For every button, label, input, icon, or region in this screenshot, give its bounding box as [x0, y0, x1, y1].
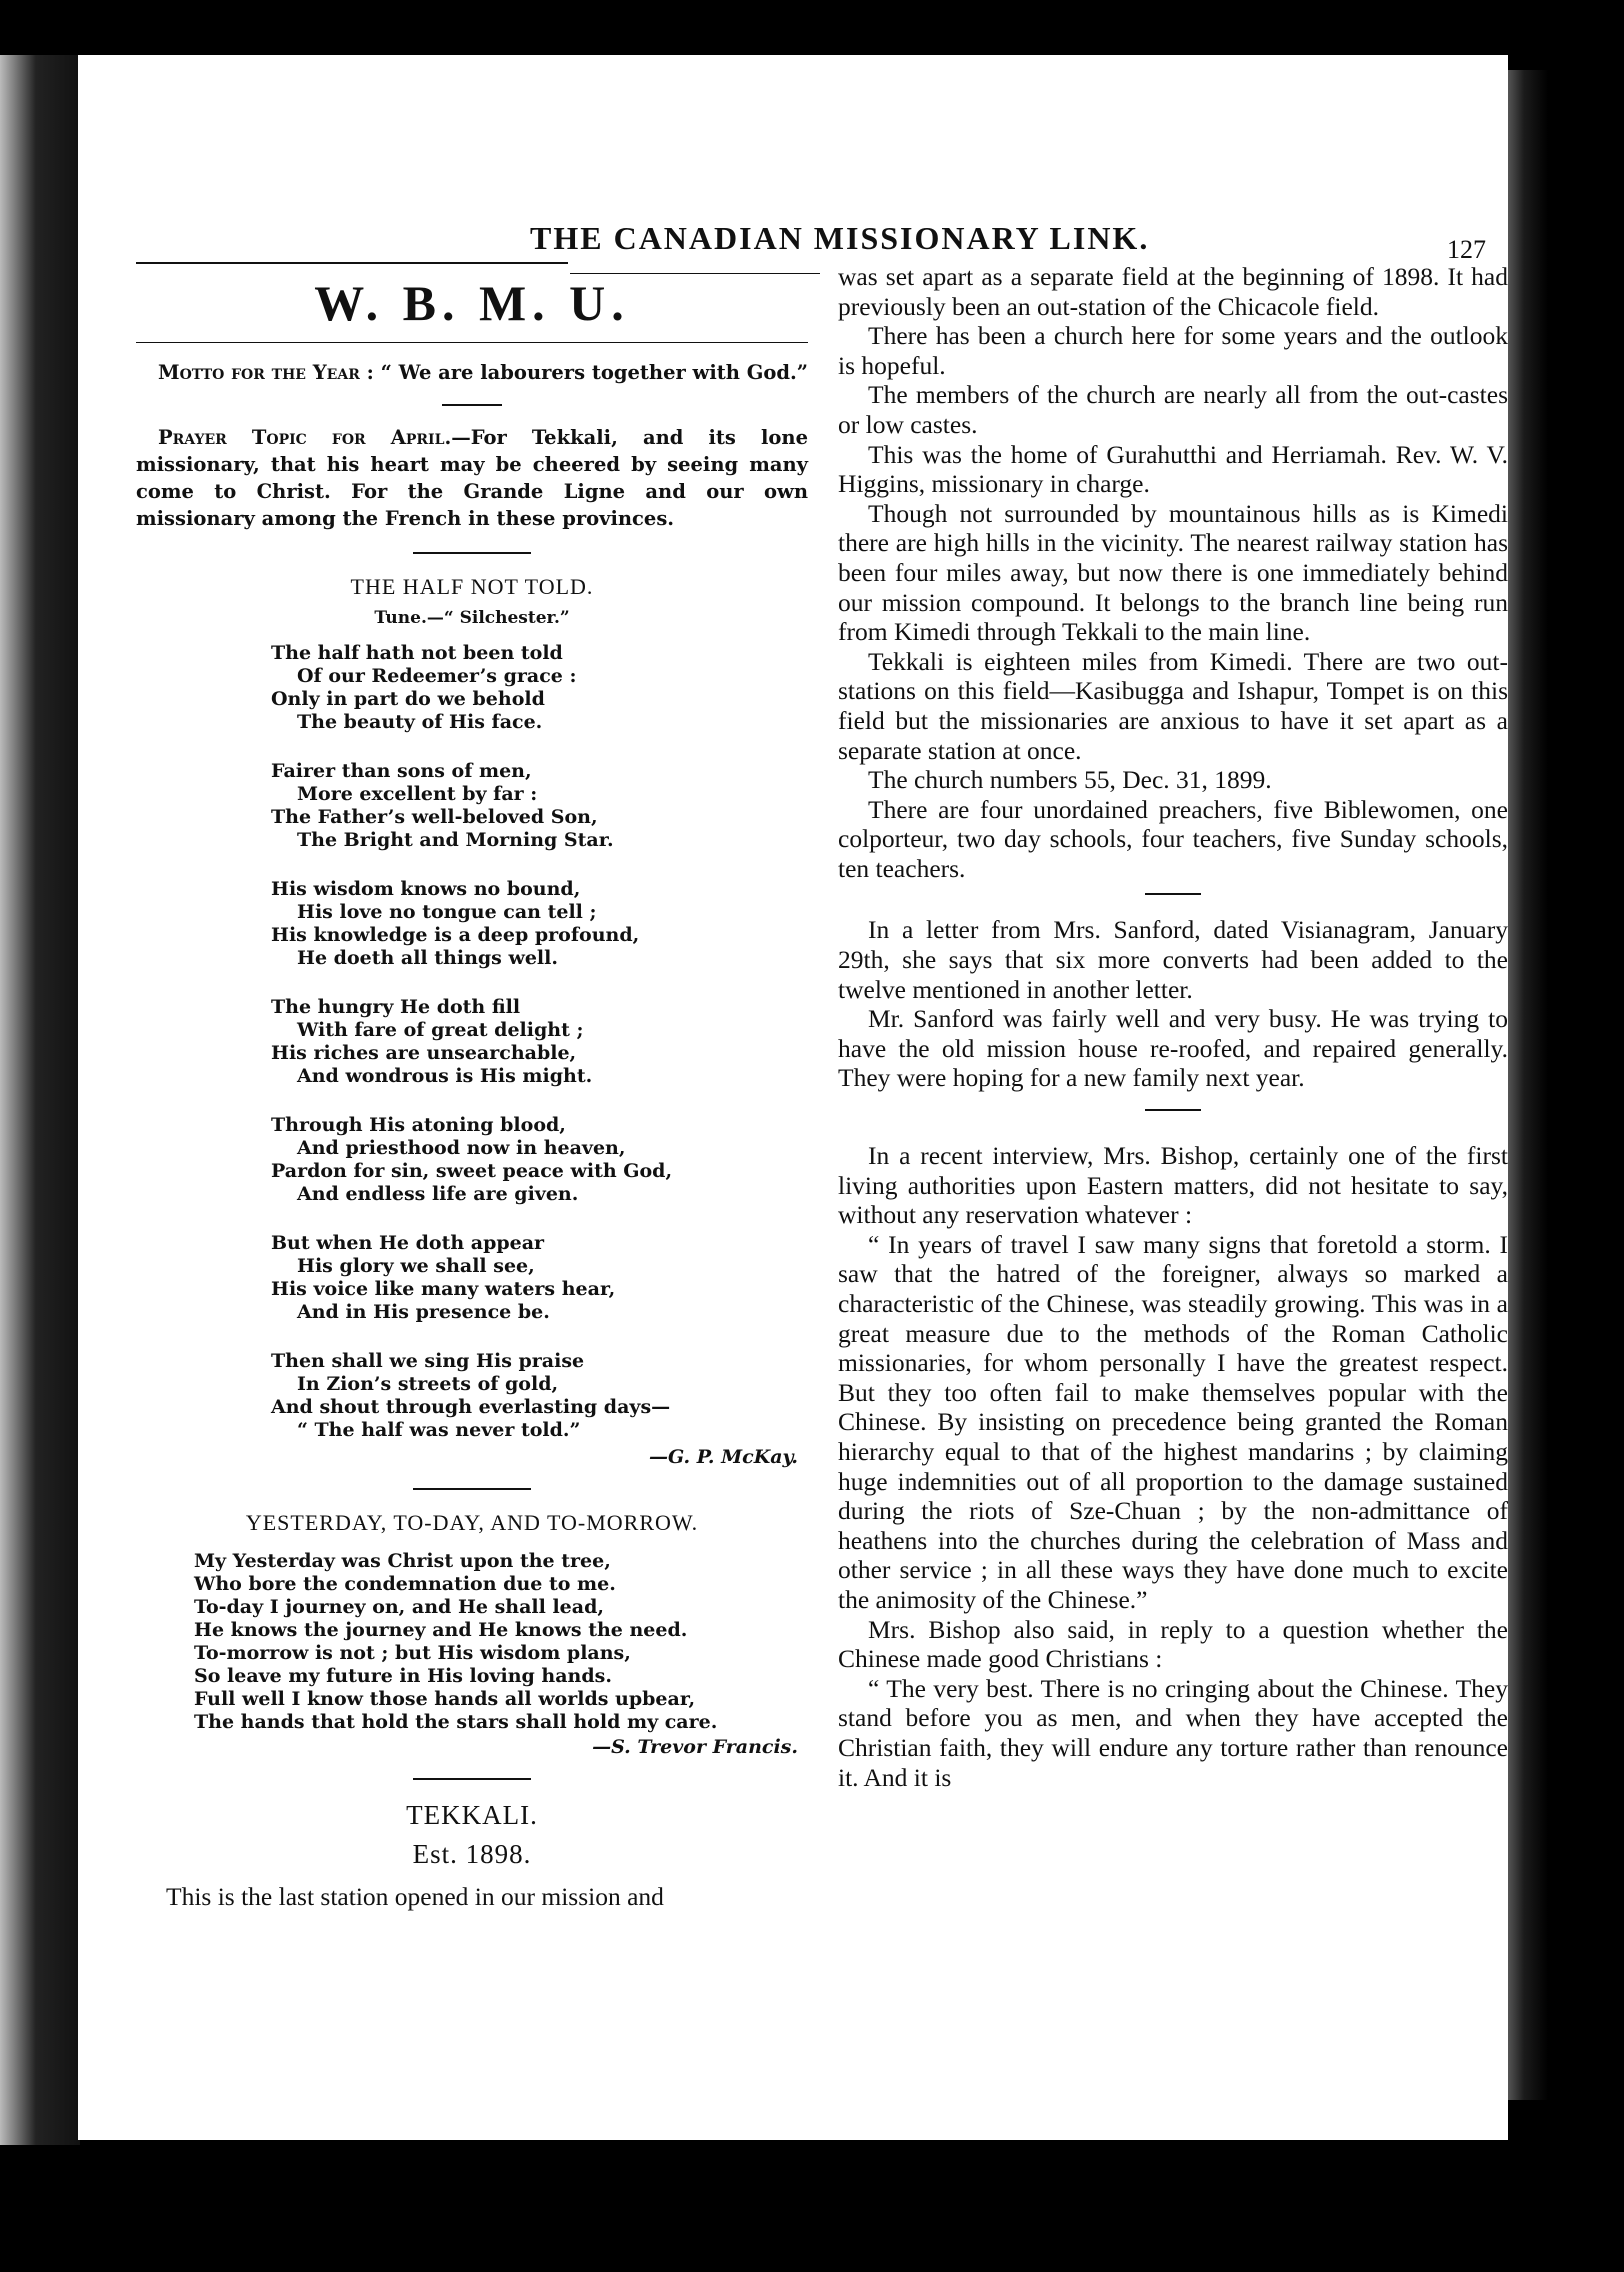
- body-paragraph: In a letter from Mrs. Sanford, dated Visianagram, January 29th, she says that six more converts had been added to the twelve mentioned in another letter.: [838, 915, 1508, 1004]
- left-page-edge: [0, 55, 80, 2145]
- body-paragraph: The members of the church are nearly all from the out-castes or low castes.: [838, 380, 1508, 439]
- body-paragraph: Though not surrounded by mountainous hills as is Kimedi there are high hills in the vicinity. The nearest railway station has been four miles away, but now there is one immediately behind our mission compound. It belongs to the branch line being run from Kimedi through Tekkali to the main line.: [838, 498, 1508, 647]
- poem-line: The half hath not been told: [271, 642, 563, 664]
- poem-line: Then shall we sing His praise: [271, 1350, 585, 1372]
- poem-author: —S. Trevor Francis.: [592, 1736, 798, 1758]
- right-column: [838, 262, 1508, 1792]
- poem-line: Only in part do we behold: [271, 688, 545, 710]
- left-column: [136, 262, 808, 1912]
- poem-line: Fairer than sons of men,: [271, 760, 532, 782]
- body-paragraph: was set apart as a separate field at the beginning of 1898. It had previously been an out-station of the Chicacole field.: [838, 262, 1508, 321]
- prayer-text: —For Tekkali, and its lone missionary, that his heart may be cheered by seeing many come to Christ. For the Grande Ligne and our own missionary among the French in these provinces.: [136, 426, 809, 530]
- prayer-paragraph: [136, 424, 808, 532]
- divider: [1145, 893, 1201, 895]
- poem-stanza: [271, 760, 808, 852]
- poem-line: In Zion’s streets of gold,: [297, 1373, 559, 1395]
- poem-line: The hungry He doth fill: [271, 996, 521, 1018]
- poem-line: The Bright and Morning Star.: [297, 829, 614, 851]
- poem-stanza: [271, 1232, 808, 1324]
- poem-line: Through His atoning blood,: [271, 1114, 566, 1136]
- divider: [413, 552, 531, 554]
- poem-body: [271, 642, 808, 1442]
- article-tekkali-continued: [838, 262, 1508, 883]
- poem-line: More excellent by far :: [297, 783, 538, 805]
- body-paragraph: “ In years of travel I saw many signs that foretold a storm. I saw that the hatred of the foreigner, always so marked a characteristic of the Chinese, was steadily growing. This was in a great measure due to the methods of the Roman Catholic missionaries, for whom personally I have the greatest respect. But they too often fail to make themselves popular with the Chinese. By insisting on precedence being granted the Roman hierarchy equal to that of the highest mandarins ; by claiming huge indemnities out of all proportion to the damage sustained during the riots of Sze-Chuan ; by the non-admittance of heathens into the churches during the celebration of Mass and other service ; in all these ways they have done much to excite the animosity of the Chinese.”: [838, 1229, 1508, 1614]
- poem-line: And priesthood now in heaven,: [297, 1137, 626, 1159]
- poem-stanza: [271, 642, 808, 734]
- poem-line: Who bore the condemnation due to me.: [194, 1573, 616, 1595]
- poem-line: To-morrow is not ; but His wisdom plans,: [194, 1642, 631, 1664]
- body-paragraph: Mr. Sanford was fairly well and very busy. He was trying to have the old mission house re-roofed, and repaired generally. They were hoping for a new family next year.: [838, 1004, 1508, 1093]
- page-number: 127: [1447, 235, 1486, 264]
- poem-line: His love no tongue can tell ;: [297, 901, 597, 923]
- motto-text: “ We are labourers together with God.”: [380, 361, 809, 384]
- poem-line: And in His presence be.: [297, 1301, 550, 1323]
- poem-line: But when He doth appear: [271, 1232, 545, 1254]
- poem-line: With fare of great delight ;: [297, 1019, 584, 1041]
- running-title: THE CANADIAN MISSIONARY LINK.: [530, 220, 1150, 256]
- poem-line: So leave my future in His loving hands.: [194, 1665, 612, 1687]
- poem-author: —G. P. McKay.: [648, 1446, 798, 1468]
- poem-line: He doeth all things well.: [297, 947, 558, 969]
- divider: [442, 404, 502, 406]
- poem-line: His wisdom knows no bound,: [271, 878, 581, 900]
- body-paragraph: In a recent interview, Mrs. Bishop, certainly one of the first living authorities upon Eastern matters, did not hesitate to say, without any reservation whatever :: [838, 1141, 1508, 1230]
- poem-stanza: [271, 996, 808, 1088]
- motto-label: Motto for the Year :: [158, 361, 374, 384]
- poem-line: His riches are unsearchable,: [271, 1042, 577, 1064]
- book-spine: [1508, 70, 1548, 2100]
- section-heading: W. B. M. U.: [314, 275, 630, 331]
- poem-title: YESTERDAY, TO-DAY, AND TO-MORROW.: [245, 1510, 699, 1535]
- poem-stanza: [271, 1114, 808, 1206]
- poem-line: And shout through everlasting days—: [271, 1396, 671, 1418]
- poem-line: His glory we shall see,: [297, 1255, 535, 1277]
- poem-stanza: [271, 1350, 808, 1442]
- poem-line: Full well I know those hands all worlds upbear,: [194, 1688, 696, 1710]
- poem-title: THE HALF NOT TOLD.: [350, 574, 594, 599]
- poem-line: Of our Redeemer’s grace :: [297, 665, 577, 687]
- tekkali-intro: This is the last station opened in our mission and: [166, 1882, 664, 1911]
- body-paragraph: There are four unordained preachers, five Biblewomen, one colporteur, two day schools, four teachers, five Sunday schools, ten teachers.: [838, 794, 1508, 883]
- divider: [1145, 1109, 1201, 1111]
- divider: [413, 1778, 531, 1780]
- body-paragraph: Tekkali is eighteen miles from Kimedi. There are two out-stations on this field—Kasibugga and Ishapur, Tompet is on this field but the missionaries are anxious to have it set apart as a separate station at once.: [838, 646, 1508, 765]
- document-page: [78, 55, 1508, 2140]
- poem-line: The beauty of His face.: [297, 711, 543, 733]
- body-paragraph: “ The very best. There is no cringing about the Chinese. They stand before you as men, and when they have accepted the Christian faith, they will endure any torture rather than renounce it. And it is: [838, 1673, 1508, 1792]
- poem-line: The Father’s well-beloved Son,: [271, 806, 598, 828]
- poem-line: My Yesterday was Christ upon the tree,: [194, 1550, 611, 1572]
- article-bishop: [838, 1141, 1508, 1792]
- prayer-label: Prayer Topic for April.: [158, 426, 452, 449]
- poem-line: And endless life are given.: [297, 1183, 579, 1205]
- divider: [413, 1488, 531, 1490]
- poem-line: To-day I journey on, and He shall lead,: [194, 1596, 604, 1618]
- tekkali-subtitle: Est. 1898.: [412, 1839, 532, 1869]
- article-sanford: [838, 915, 1508, 1093]
- tekkali-title: TEKKALI.: [406, 1800, 538, 1830]
- body-paragraph: This was the home of Gurahutthi and Herriamah. Rev. W. V. Higgins, missionary in charge.: [838, 439, 1508, 499]
- heading-rule: [136, 342, 808, 343]
- poem-line: He knows the journey and He knows the need.: [194, 1619, 688, 1641]
- poem-body: [194, 1550, 808, 1734]
- body-paragraph: There has been a church here for some years and the outlook is hopeful.: [838, 321, 1508, 380]
- body-paragraph: Mrs. Bishop also said, in reply to a question whether the Chinese made good Christians :: [838, 1614, 1508, 1674]
- poem-line: His voice like many waters hear,: [271, 1278, 616, 1300]
- poem-line: Pardon for sin, sweet peace with God,: [271, 1160, 673, 1182]
- motto-paragraph: [136, 359, 808, 386]
- poem-line: His knowledge is a deep profound,: [271, 924, 640, 946]
- poem-line: The hands that hold the stars shall hold my care.: [194, 1711, 718, 1733]
- poem-tune: Tune.—“ Silchester.”: [374, 608, 570, 628]
- poem-line: And wondrous is His might.: [297, 1065, 593, 1087]
- poem-stanza: [271, 878, 808, 970]
- poem-line: “ The half was never told.”: [297, 1419, 581, 1441]
- body-paragraph: The church numbers 55, Dec. 31, 1899.: [868, 765, 1272, 795]
